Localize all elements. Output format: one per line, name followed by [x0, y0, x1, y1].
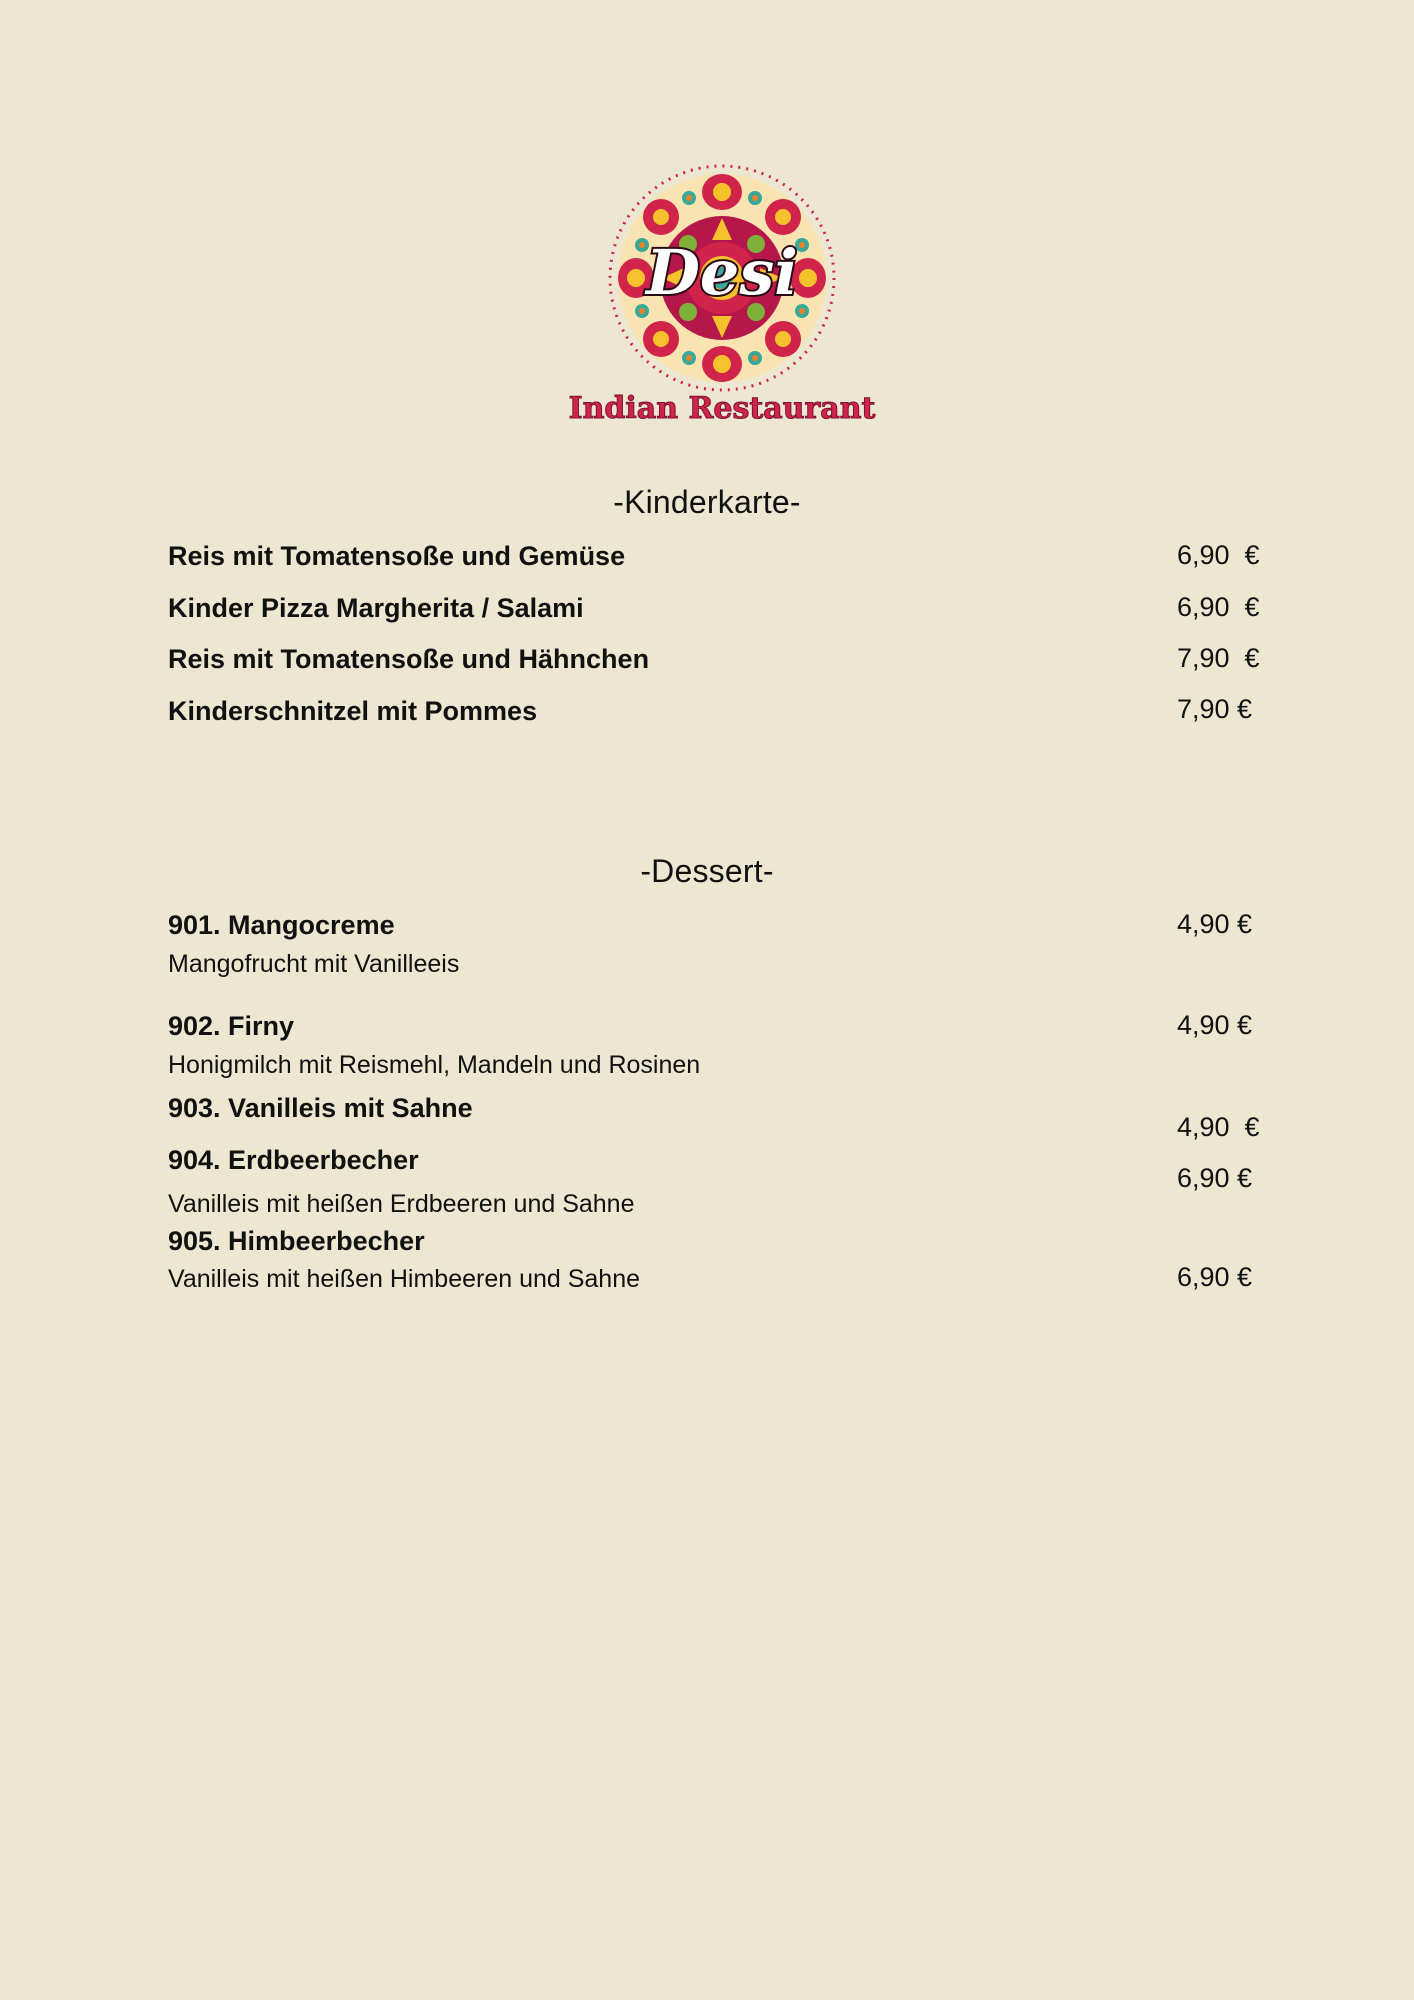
menu-item-description: Mangofrucht mit Vanilleeis	[168, 950, 460, 978]
menu-item-price: 4,90 €	[1177, 1112, 1260, 1142]
menu-item-price: 4,90 €	[1177, 909, 1253, 939]
menu-item-name: 902. Firny	[168, 1011, 295, 1041]
menu-item-price: 6,90 €	[1177, 1163, 1253, 1193]
menu-item-description: Vanilleis mit heißen Erdbeeren und Sahne	[168, 1190, 635, 1218]
menu-item-name: 904. Erdbeerbecher	[168, 1145, 419, 1175]
logo-wordmark: Desi	[646, 236, 798, 309]
menu-item-price: 7,90 €	[1177, 643, 1260, 673]
restaurant-logo	[556, 160, 886, 430]
menu-item-name: Kinderschnitzel mit Pommes	[168, 696, 538, 726]
menu-item-name: 903. Vanilleis mit Sahne	[168, 1093, 473, 1123]
menu-item-price: 6,90 €	[1177, 1262, 1253, 1292]
logo-subtitle: Indian Restaurant	[568, 391, 876, 426]
menu-item-price: 7,90 €	[1177, 694, 1253, 724]
menu-item-description: Honigmilch mit Reismehl, Mandeln und Rosinen	[168, 1051, 701, 1079]
menu-item-name: Reis mit Tomatensoße und Gemüse	[168, 541, 626, 571]
menu-item-name: Kinder Pizza Margherita / Salami	[168, 593, 584, 623]
menu-item-name: 901. Mangocreme	[168, 910, 395, 940]
section-title-dessert: -Dessert-	[640, 853, 774, 889]
menu-item-name: Reis mit Tomatensoße und Hähnchen	[168, 644, 650, 674]
menu-item-name: 905. Himbeerbecher	[168, 1226, 425, 1256]
section-title-kinderkarte: -Kinderkarte-	[613, 484, 801, 520]
mandala-logo-graphic	[556, 160, 886, 430]
menu-item-price: 6,90 €	[1177, 592, 1260, 622]
menu-item-price: 6,90 €	[1177, 540, 1260, 570]
menu-item-description: Vanilleis mit heißen Himbeeren und Sahne	[168, 1265, 641, 1293]
menu-item-price: 4,90 €	[1177, 1010, 1253, 1040]
